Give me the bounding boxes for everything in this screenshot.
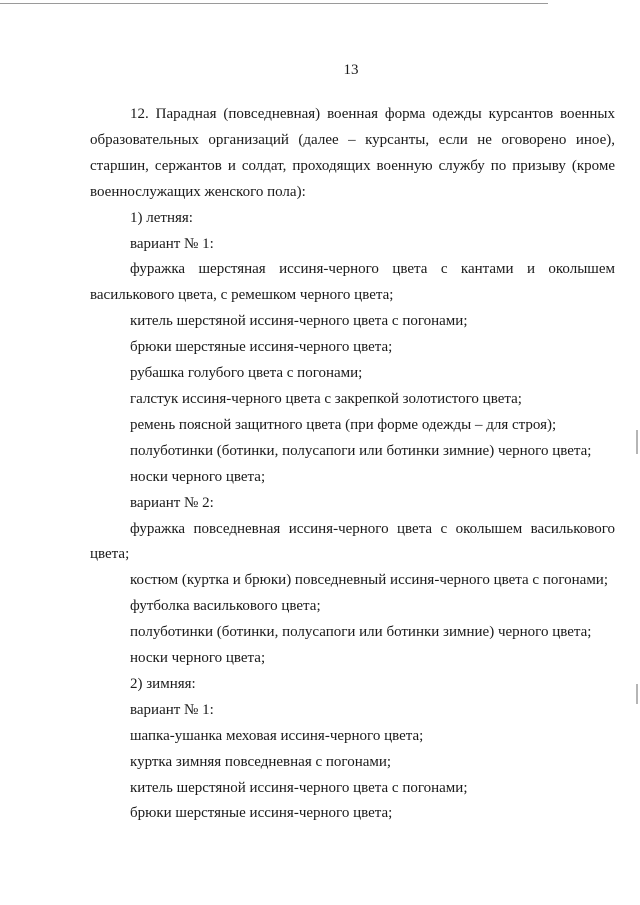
list-item: ремень поясной защитного цвета (при форме одежды – для строя); xyxy=(130,416,557,433)
list-item: китель шерстяной иссиня-черного цвета с погонами; xyxy=(130,779,468,796)
list-item: китель шерстяной иссиня-черного цвета с погонами; xyxy=(130,313,468,330)
list-item: рубашка голубого цвета с погонами; xyxy=(130,365,363,382)
intro-paragraph: 12. Парадная (повседневная) военная форма одежды курсантов военных образовательных организаций (далее – курсанты, если не оговорено иное), старшин, сержантов и солдат, проходящих военную службу по призыву (кроме военнослужащих женского пола): xyxy=(90,106,615,200)
scan-edge-mark xyxy=(636,430,638,454)
scan-top-edge-line xyxy=(0,3,548,4)
list-item: брюки шерстяные иссиня-черного цвета; xyxy=(130,339,393,356)
page-number: 13 xyxy=(343,62,359,78)
list-item: куртка зимняя повседневная с погонами; xyxy=(130,753,392,770)
list-item: полуботинки (ботинки, полусапоги или ботинки зимние) черного цвета; xyxy=(130,624,592,641)
list-item: футболка василькового цвета; xyxy=(130,598,321,615)
scan-edge-mark xyxy=(636,684,638,704)
list-item: носки черного цвета; xyxy=(130,650,266,667)
section-heading-winter: 2) зимняя: xyxy=(130,675,196,692)
variant-heading: вариант № 2: xyxy=(130,494,214,511)
list-item-wrapped: фуражка повседневная иссиня-черного цвета с околышем василькового цвета; xyxy=(90,520,615,563)
list-item: брюки шерстяные иссиня-черного цвета; xyxy=(130,805,393,822)
list-item: галстук иссиня-черного цвета с закрепкой золотистого цвета; xyxy=(130,390,522,407)
list-item: шапка-ушанка меховая иссиня-черного цвета; xyxy=(130,727,424,744)
section-heading-summer: 1) летняя: xyxy=(130,209,193,226)
variant-heading: вариант № 1: xyxy=(130,235,214,252)
list-item: полуботинки (ботинки, полусапоги или ботинки зимние) черного цвета; xyxy=(130,442,592,459)
document-body xyxy=(90,102,615,827)
list-item: носки черного цвета; xyxy=(130,468,266,485)
list-item: костюм (куртка и брюки) повседневный иссиня-черного цвета с погонами; xyxy=(130,572,609,589)
list-item-wrapped: фуражка шерстяная иссиня-черного цвета с кантами и околышем василькового цвета, с ремешком черного цвета; xyxy=(90,261,615,304)
variant-heading: вариант № 1: xyxy=(130,701,214,718)
